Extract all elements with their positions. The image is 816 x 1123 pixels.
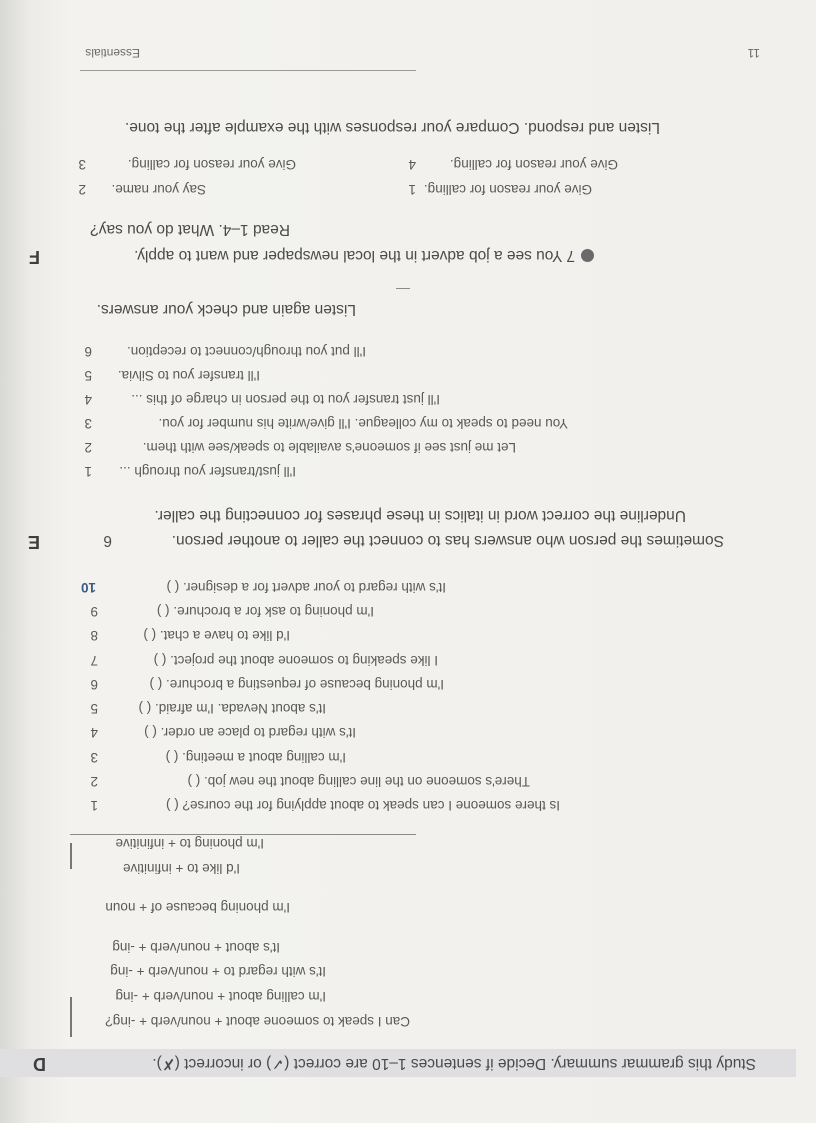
section-f-line2: Read 1–4. What do you say?	[90, 221, 290, 238]
grammar-box-border-lower	[70, 843, 72, 869]
grammar-line: I'm calling about + noun/verb + -ing	[115, 989, 326, 1004]
sentence-text: I'd like to have a chat. ( )	[143, 628, 290, 643]
phrase-number: 6	[84, 344, 92, 359]
section-f-line1-wrap	[134, 247, 594, 263]
sentence-number: 10	[80, 580, 96, 595]
grammar-line: It's with regard to + noun/verb + -ing	[110, 964, 326, 979]
divider	[396, 288, 410, 289]
grammar-line: It's about + noun/verb + -ing	[112, 940, 280, 955]
sentence-text: There's someone on the line calling about the new job. ( )	[187, 774, 530, 789]
sentence-text: I'm phoning because of requesting a brochure. ( )	[149, 677, 444, 692]
sentence-text: It's about Nevada. I'm afraid. ( )	[138, 701, 326, 716]
sentence-number: 4	[90, 725, 98, 740]
section-e-check: Listen again and check your answers.	[96, 301, 356, 318]
sentence-number: 5	[90, 701, 98, 716]
task-number: 1	[408, 182, 416, 197]
sentence-number: 2	[90, 774, 98, 789]
phrase-number: 5	[84, 368, 92, 383]
phrase-text: I'll just/transfer you through ...	[119, 464, 296, 479]
sentence-number: 1	[90, 798, 98, 813]
sentence-number: 6	[90, 677, 98, 692]
sentence-text: I'm calling about a meeting. ( )	[165, 750, 346, 765]
sentence-number: 3	[90, 750, 98, 765]
grammar-line: I'm phoning because of + noun	[105, 900, 290, 915]
grammar-line: I'm phoning to + infinitive	[115, 836, 264, 851]
sentence-number: 9	[90, 604, 98, 619]
sentence-text: Is there someone I can speak to about applying for the course? ( )	[166, 798, 560, 813]
section-d-instruction: Study this grammar summary. Decide if sentences 1–10 are correct (✓) or incorrect (✗).	[152, 1055, 756, 1072]
grammar-box-border	[70, 997, 72, 1037]
phrase-number: 3	[84, 416, 92, 431]
sentence-text: I like speaking to someone about the project. ( )	[153, 653, 438, 668]
section-e-letter: E	[27, 532, 40, 552]
sentence-number: 7	[90, 653, 98, 668]
section-e-instruction: Sometimes the person who answers has to connect the caller to another person.	[171, 532, 724, 549]
sentence-number: 8	[90, 628, 98, 643]
phrase-text: I'll transfer you to Silvia.	[117, 368, 260, 383]
task-text: Give your reason for calling.	[449, 157, 618, 172]
grammar-line: Can I speak to someone about + noun/verb + -ing?	[105, 1014, 410, 1029]
phrase-number: 4	[84, 392, 92, 407]
task-number: 3	[78, 157, 86, 172]
phrase-number: 1	[84, 464, 92, 479]
section-e-instruction-num: 6	[103, 532, 112, 549]
phrase-number: 2	[84, 440, 92, 455]
section-f-line1: You see a job advert in the local newspaper and want to apply.	[134, 247, 563, 264]
section-e-subinstruction: Underline the correct word in italics in these phrases for connecting the caller.	[154, 507, 686, 524]
grammar-line: I'd like to + infinitive	[122, 861, 240, 876]
task-text: Give your reason for calling.	[423, 182, 592, 197]
task-number: 4	[408, 157, 416, 172]
header-rule	[80, 70, 416, 71]
task-text: Give your reason for calling.	[127, 157, 296, 172]
phrase-text: Let me just see if someone's available to speak/see with them.	[142, 440, 516, 455]
section-f-listen: Listen and respond. Compare your responses with the example after the tone.	[124, 119, 660, 136]
task-number: 2	[78, 182, 86, 197]
sentence-text: I'm phoning to ask for a brochure. ( )	[156, 604, 374, 619]
sentence-text: It's with regard to place an order. ( )	[144, 725, 356, 740]
cd-audio-icon	[581, 249, 594, 262]
track-number: 7	[566, 247, 575, 264]
section-f-letter: F	[29, 247, 40, 267]
grammar-rule	[70, 834, 416, 835]
page-number: 11	[747, 46, 760, 60]
section-d-letter: D	[33, 1054, 46, 1074]
phrase-text: You need to speak to my colleague. I'll give/write his number for you.	[158, 416, 568, 431]
sentence-text: It's with regard to your advert for a designer. ( )	[166, 580, 446, 595]
phrase-text: I'll put you through/connect to reception.	[127, 344, 366, 359]
phrase-text: I'll just transfer you to the person in charge of this ...	[131, 392, 440, 407]
page-header-title: Essentials	[85, 46, 140, 60]
task-text: Say your name.	[111, 182, 206, 197]
